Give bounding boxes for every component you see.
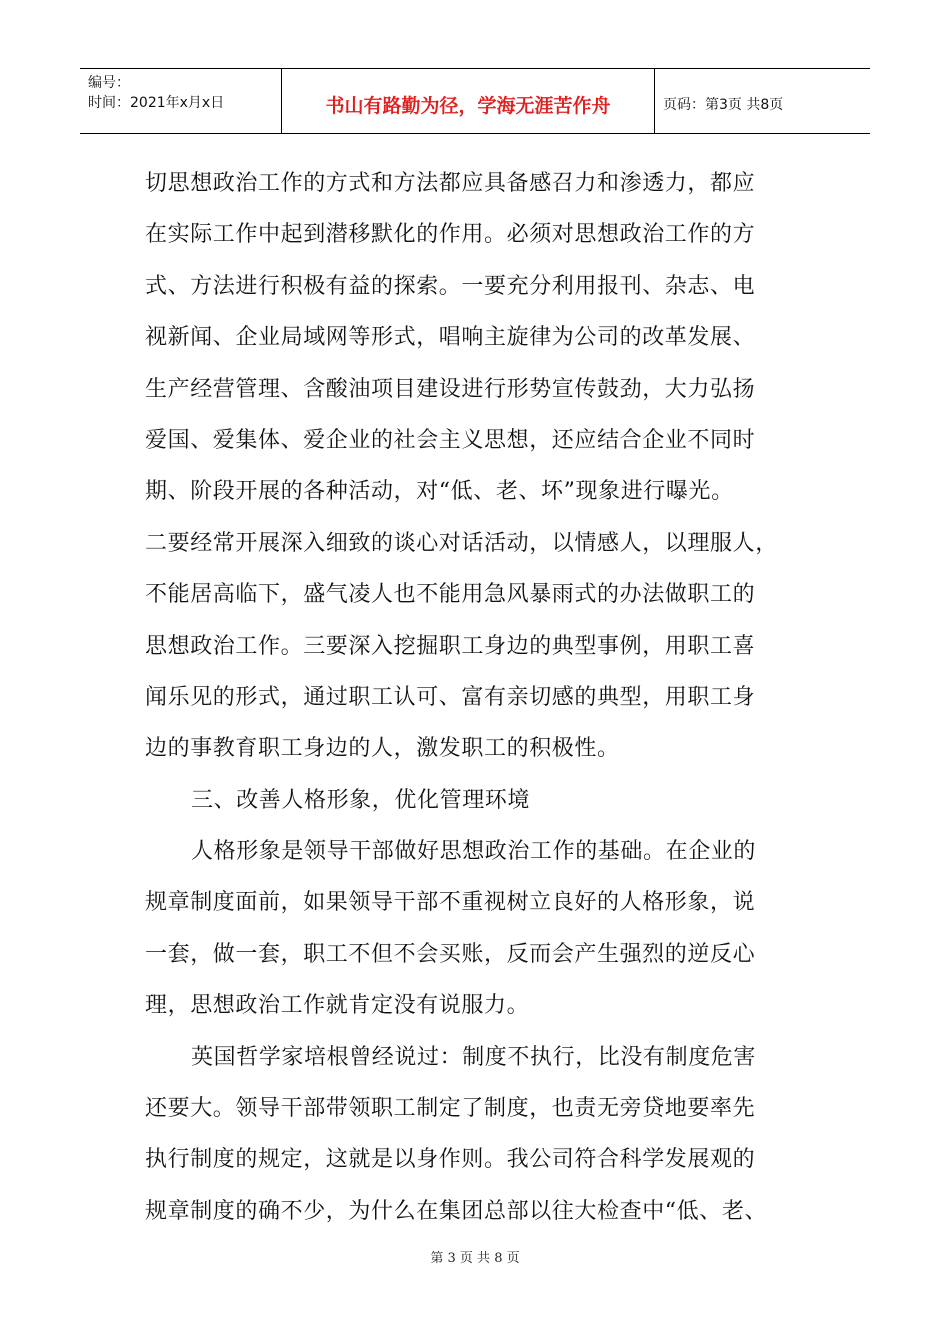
paragraph-line: 在实际工作中起到潜移默化的作用。必须对思想政治工作的方: [145, 222, 756, 248]
paragraph-line: 规章制度面前，如果领导干部不重视树立良好的人格形象，说: [145, 890, 756, 916]
section-heading: 三、改善人格形象，优化管理环境: [191, 787, 531, 813]
paragraph-line: 英国哲学家培根曾经说过：制度不执行，比没有制度危害: [191, 1044, 757, 1070]
paragraph-line: 理，思想政治工作就肯定没有说服力。: [145, 993, 530, 1019]
paragraph-line: 执行制度的规定，这就是以身作则。我公司符合科学发展观的: [145, 1147, 756, 1173]
paragraph-line: 不能居高临下，盛气凌人也不能用急风暴雨式的办法做职工的: [145, 582, 756, 608]
header-page-info: 页码：第3页 共8页: [663, 97, 784, 113]
document-time-label: 时间：2021年x月x日: [88, 95, 225, 111]
paragraph-line: 视新闻、企业局域网等形式，唱响主旋律为公司的改革发展、: [145, 325, 756, 351]
document-body: [145, 158, 825, 1237]
paragraph-line: 式、方法进行积极有益的探索。一要充分利用报刊、杂志、电: [145, 273, 756, 299]
page-header: [80, 68, 870, 134]
paragraph-line: 期、阶段开展的各种活动，对“低、老、坏”现象进行曝光。: [145, 479, 734, 505]
paragraph-line: 思想政治工作。三要深入挖掘职工身边的典型事例，用职工喜: [145, 633, 756, 659]
paragraph-line: 一套，做一套，职工不但不会买账，反而会产生强烈的逆反心: [145, 941, 756, 967]
document-number-label: 编号：: [88, 75, 130, 91]
paragraph-line: 二要经常开展深入细致的谈心对话活动，以情感人，以理服人，: [145, 530, 778, 556]
paragraph-line: 边的事教育职工身边的人，激发职工的积极性。: [145, 736, 620, 762]
header-meta: [80, 69, 282, 133]
paragraph-line: 闻乐见的形式，通过职工认可、富有亲切感的典型，用职工身: [145, 684, 756, 710]
paragraph-line: 规章制度的确不少，为什么在集团总部以往大检查中“低、老、: [145, 1198, 768, 1224]
header-motto: 书山有路勤为径，学海无涯苦作舟: [282, 69, 655, 133]
paragraph-line: 爱国、爱集体、爱企业的社会主义思想，还应结合企业不同时: [145, 427, 756, 453]
paragraph-line: 生产经营管理、含酸油项目建设进行形势宣传鼓劲，大力弘扬: [145, 376, 756, 402]
page-footer: 第 3 页 共 8 页: [430, 1251, 520, 1266]
paragraph-line: 切思想政治工作的方式和方法都应具备感召力和渗透力，都应: [145, 171, 756, 196]
paragraph-line: 人格形象是领导干部做好思想政治工作的基础。在企业的: [191, 839, 757, 865]
paragraph-line: 还要大。领导干部带领职工制定了制度，也责无旁贷地要率先: [145, 1096, 756, 1122]
